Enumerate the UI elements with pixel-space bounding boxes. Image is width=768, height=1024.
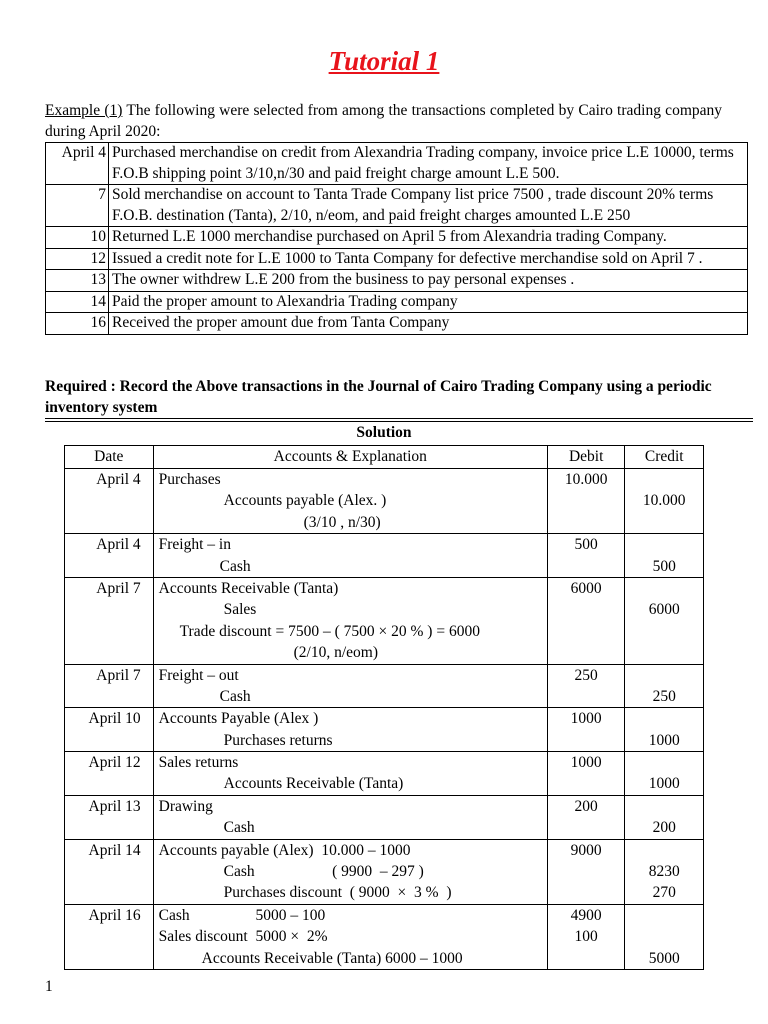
transaction-date: 10 xyxy=(46,227,109,249)
solution-title: Solution xyxy=(356,424,412,441)
debit-amount xyxy=(548,621,625,642)
debit-amount: 9000 xyxy=(570,841,602,859)
entry-note: (2/10, n/eom) xyxy=(293,644,378,662)
transaction-row xyxy=(46,185,748,227)
credit-amount xyxy=(625,642,703,663)
debit-amount: 250 xyxy=(574,666,598,684)
debit-amount xyxy=(548,948,625,969)
debit-amount: 6000 xyxy=(570,579,602,597)
debit-amount xyxy=(548,686,625,707)
credit-amount xyxy=(625,512,703,533)
intro-text: The following were selected from among the transactions completed by Cairo trading company during April 2020: xyxy=(45,102,722,140)
transaction-row xyxy=(46,291,748,313)
entry-date: April 7 xyxy=(96,666,141,684)
credit-amount: 250 xyxy=(652,687,676,705)
transaction-row xyxy=(46,313,748,335)
transaction-date: 7 xyxy=(46,185,109,227)
credit-account: Cash xyxy=(223,819,255,837)
credit-amount xyxy=(625,926,703,947)
journal-entry xyxy=(65,795,704,839)
credit-account: Cash xyxy=(219,557,251,575)
debit-amount xyxy=(548,730,625,751)
credit-amount xyxy=(625,469,703,490)
entry-date: April 4 xyxy=(96,536,141,554)
debit-account: Cash 5000 – 100 xyxy=(158,906,326,924)
journal-entry xyxy=(65,469,704,534)
credit-amount xyxy=(625,621,703,642)
header-debit: Debit xyxy=(547,446,625,469)
transaction-text: Returned L.E 1000 merchandise purchased on April 5 from Alexandria trading Company. xyxy=(109,227,748,249)
credit-account: Accounts Receivable (Tanta) 6000 – 1000 xyxy=(201,949,463,967)
transaction-row xyxy=(46,143,748,185)
transaction-text: The owner withdrew L.E 200 from the business to pay personal expenses . xyxy=(109,270,748,292)
debit-amount: 10.000 xyxy=(564,471,608,488)
credit-amount xyxy=(625,905,703,926)
journal-entry xyxy=(65,534,704,578)
transaction-date: 13 xyxy=(46,270,109,292)
debit-account: Accounts Payable (Alex ) xyxy=(158,710,319,728)
debit-amount: 1000 xyxy=(570,754,602,772)
debit-account: Purchases xyxy=(158,471,221,488)
credit-account: Sales xyxy=(223,601,257,619)
page-number: 1 xyxy=(45,978,53,995)
credit-amount xyxy=(625,534,703,555)
page-title: Tutorial 1 xyxy=(328,46,440,76)
debit-account: Accounts Receivable (Tanta) xyxy=(158,579,339,597)
divider-line xyxy=(45,418,753,419)
transaction-text: Paid the proper amount to Alexandria Trading company xyxy=(109,291,748,313)
credit-amount: 6000 xyxy=(648,601,680,619)
journal-header-row xyxy=(65,446,704,469)
debit-amount xyxy=(548,773,625,794)
debit-account: Drawing xyxy=(158,797,213,815)
entry-date: April 12 xyxy=(88,754,141,772)
header-credit: Credit xyxy=(625,446,704,469)
credit-amount: 10.000 xyxy=(642,492,686,510)
debit-amount xyxy=(548,512,625,533)
entry-note: (3/10 , n/30) xyxy=(303,513,381,531)
header-date: Date xyxy=(65,446,154,469)
journal-entry xyxy=(65,664,704,708)
debit-amount xyxy=(548,861,625,882)
credit-amount: 5000 xyxy=(648,949,680,967)
debit-amount xyxy=(548,556,625,577)
journal-entry xyxy=(65,752,704,796)
credit-amount xyxy=(625,796,703,817)
credit-amount: 270 xyxy=(652,884,676,902)
intro-paragraph xyxy=(45,100,722,142)
credit-amount: 1000 xyxy=(648,775,680,793)
credit-amount: 500 xyxy=(652,557,676,575)
credit-amount xyxy=(625,665,703,686)
debit-amount xyxy=(548,882,625,903)
example-label: Example (1) xyxy=(45,102,123,119)
debit-amount xyxy=(548,642,625,663)
transactions-table xyxy=(45,142,748,335)
credit-amount: 8230 xyxy=(648,863,680,881)
required-instruction: Required : Record the Above transactions in the Journal of Cairo Trading Company using a periodic inventory system xyxy=(45,378,712,416)
credit-account: Cash xyxy=(219,687,251,705)
credit-account: Cash ( 9900 – 297 ) xyxy=(223,863,424,881)
credit-account: Accounts Receivable (Tanta) xyxy=(223,775,404,793)
journal-entry xyxy=(65,904,704,969)
journal-table xyxy=(64,445,704,970)
credit-amount xyxy=(625,840,703,861)
entry-date: April 14 xyxy=(88,841,141,859)
entry-date: April 16 xyxy=(88,906,141,924)
entry-date: April 13 xyxy=(88,797,141,815)
transaction-row xyxy=(46,227,748,249)
entry-date: April 4 xyxy=(96,471,141,488)
debit-amount: 4900 xyxy=(570,906,602,924)
header-accounts: Accounts & Explanation xyxy=(153,446,547,469)
entry-date: April 10 xyxy=(88,710,141,728)
debit-account: Sales returns xyxy=(158,754,239,772)
transaction-text: Issued a credit note for L.E 1000 to Tanta Company for defective merchandise sold on April 7 . xyxy=(109,248,748,270)
debit-account: Accounts payable (Alex) 10.000 – 1000 xyxy=(158,841,411,859)
transaction-row xyxy=(46,270,748,292)
entry-note: Trade discount = 7500 – ( 7500 × 20 % ) = 6000 xyxy=(179,622,480,640)
entry-date: April 7 xyxy=(96,579,141,597)
transaction-text: Purchased merchandise on credit from Alexandria Trading company, invoice price L.E 10000, terms F.O.B shipping point 3/10,n/30 and paid freight charge amount L.E 500. xyxy=(109,143,748,185)
debit-account: Sales discount 5000 × 2% xyxy=(158,928,328,946)
transaction-date: 12 xyxy=(46,248,109,270)
debit-account: Freight – out xyxy=(158,666,239,684)
credit-account: Accounts payable (Alex. ) xyxy=(223,492,387,510)
divider-line xyxy=(45,421,753,422)
transaction-date: 14 xyxy=(46,291,109,313)
debit-amount xyxy=(548,599,625,620)
transaction-row xyxy=(46,248,748,270)
credit-amount: 1000 xyxy=(648,731,680,749)
debit-amount: 1000 xyxy=(570,710,602,728)
credit-amount xyxy=(625,578,703,599)
credit-account: Purchases discount ( 9000 × 3 % ) xyxy=(223,884,452,902)
transaction-date: April 4 xyxy=(46,143,109,185)
credit-amount: 200 xyxy=(652,819,676,837)
journal-entry xyxy=(65,839,704,904)
debit-amount xyxy=(548,817,625,838)
debit-account: Freight – in xyxy=(158,536,231,554)
credit-account: Purchases returns xyxy=(223,731,333,749)
journal-entry xyxy=(65,577,704,664)
transaction-text: Received the proper amount due from Tanta Company xyxy=(109,313,748,335)
transaction-text: Sold merchandise on account to Tanta Trade Company list price 7500 , trade discount 20% terms F.O.B. destination (Tanta), 2/10, n/eom, and paid freight charges amounted L.E 250 xyxy=(109,185,748,227)
debit-amount: 200 xyxy=(574,797,598,815)
debit-amount xyxy=(548,490,625,511)
transaction-date: 16 xyxy=(46,313,109,335)
journal-entry xyxy=(65,708,704,752)
credit-amount xyxy=(625,752,703,773)
debit-amount: 100 xyxy=(574,928,598,946)
debit-amount: 500 xyxy=(574,536,598,554)
credit-amount xyxy=(625,708,703,729)
